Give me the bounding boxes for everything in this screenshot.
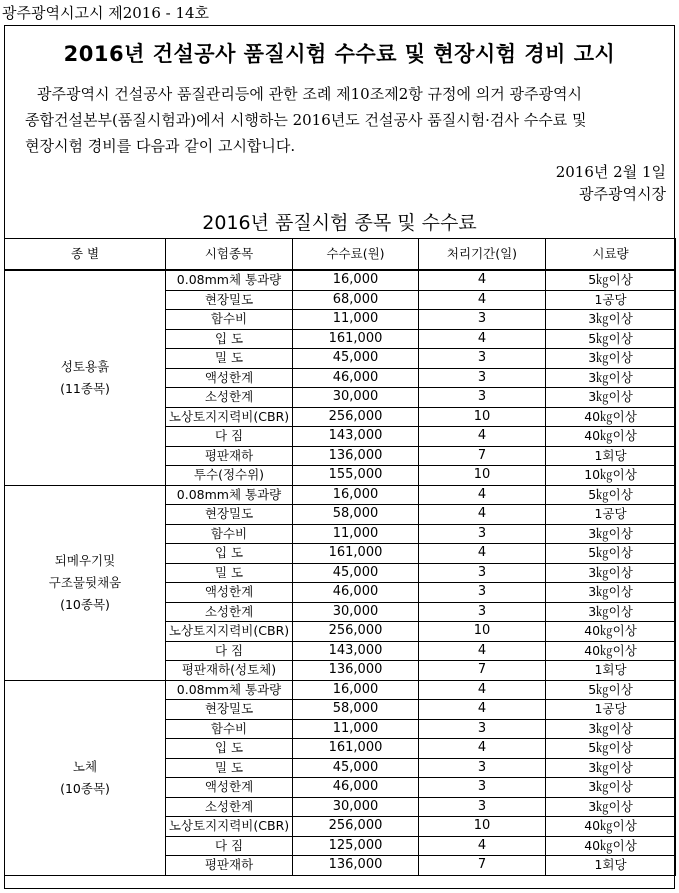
- category-cell: [5, 270, 166, 485]
- days-cell: 4: [419, 427, 546, 447]
- test-item-cell: 다 짐: [166, 641, 293, 661]
- sample-cell: 3㎏이상: [546, 310, 676, 330]
- fee-cell: 136,000: [293, 446, 419, 466]
- category-name-line: (10종목): [60, 780, 110, 796]
- notice-date: 2016년 2월 1일: [555, 163, 666, 181]
- category-name-line: (11종목): [60, 380, 110, 396]
- sample-cell: 5㎏이상: [546, 329, 676, 349]
- fee-table: [4, 238, 676, 876]
- days-cell: 3: [419, 368, 546, 388]
- test-item-cell: 입 도: [166, 329, 293, 349]
- sample-cell: 3㎏이상: [546, 719, 676, 739]
- test-item-cell: 0.08mm체 통과량: [166, 680, 293, 700]
- test-item-cell: 평판재하: [166, 446, 293, 466]
- days-cell: 10: [419, 817, 546, 837]
- test-item-cell: 액성한계: [166, 368, 293, 388]
- notice-body: [25, 81, 654, 159]
- table-row: [5, 485, 676, 505]
- fee-cell: 136,000: [293, 856, 419, 876]
- sample-cell: 1공당: [546, 505, 676, 525]
- test-item-cell: 밀 도: [166, 758, 293, 778]
- table-header-row: [5, 239, 676, 271]
- fee-cell: 45,000: [293, 758, 419, 778]
- fee-cell: 143,000: [293, 641, 419, 661]
- category-name-line: 구조물뒷채움: [48, 574, 122, 590]
- table-body: [5, 270, 676, 875]
- test-item-cell: 현장밀도: [166, 700, 293, 720]
- days-cell: 7: [419, 856, 546, 876]
- category-cell: [5, 680, 166, 875]
- sample-cell: 3㎏이상: [546, 349, 676, 369]
- days-cell: 3: [419, 797, 546, 817]
- test-item-cell: 다 짐: [166, 836, 293, 856]
- days-cell: 10: [419, 407, 546, 427]
- fee-cell: 45,000: [293, 563, 419, 583]
- days-cell: 3: [419, 758, 546, 778]
- fee-cell: 11,000: [293, 310, 419, 330]
- days-cell: 3: [419, 310, 546, 330]
- days-cell: 4: [419, 290, 546, 310]
- fee-cell: 161,000: [293, 544, 419, 564]
- days-cell: 3: [419, 388, 546, 408]
- sample-cell: 1공당: [546, 290, 676, 310]
- fee-cell: 256,000: [293, 407, 419, 427]
- category-name-line: 노체: [72, 758, 98, 774]
- days-cell: 3: [419, 524, 546, 544]
- notice-box: [4, 25, 675, 889]
- test-item-cell: 0.08mm체 통과량: [166, 485, 293, 505]
- days-cell: 4: [419, 485, 546, 505]
- sample-cell: 3㎏이상: [546, 758, 676, 778]
- test-item-cell: 액성한계: [166, 778, 293, 798]
- sample-cell: 40㎏이상: [546, 407, 676, 427]
- sample-cell: 1공당: [546, 700, 676, 720]
- sample-cell: 5㎏이상: [546, 739, 676, 759]
- test-item-cell: 입 도: [166, 544, 293, 564]
- header-test-item: 시험종목: [166, 239, 293, 271]
- days-cell: 3: [419, 583, 546, 603]
- sample-cell: 3㎏이상: [546, 368, 676, 388]
- sample-cell: 5㎏이상: [546, 544, 676, 564]
- test-item-cell: 소성한계: [166, 602, 293, 622]
- days-cell: 3: [419, 778, 546, 798]
- fee-cell: 136,000: [293, 661, 419, 681]
- fee-cell: 58,000: [293, 700, 419, 720]
- days-cell: 10: [419, 466, 546, 486]
- days-cell: 4: [419, 680, 546, 700]
- sample-cell: 40㎏이상: [546, 641, 676, 661]
- days-cell: 3: [419, 349, 546, 369]
- fee-cell: 16,000: [293, 270, 419, 290]
- test-item-cell: 함수비: [166, 719, 293, 739]
- test-item-cell: 노상토지지력비(CBR): [166, 407, 293, 427]
- test-item-cell: 함수비: [166, 310, 293, 330]
- sample-cell: 5㎏이상: [546, 485, 676, 505]
- test-item-cell: 평판재하: [166, 856, 293, 876]
- body-line-2: 종합건설본부(품질시험과)에서 시행하는 2016년도 건설공사 품질시험·검사 수수료 및: [25, 111, 587, 129]
- test-item-cell: 액성한계: [166, 583, 293, 603]
- days-cell: 4: [419, 739, 546, 759]
- category-name-line: (10종목): [60, 596, 110, 612]
- fee-cell: 143,000: [293, 427, 419, 447]
- days-cell: 4: [419, 544, 546, 564]
- test-item-cell: 투수(정수위): [166, 466, 293, 486]
- sample-cell: 3㎏이상: [546, 602, 676, 622]
- sample-cell: 40㎏이상: [546, 622, 676, 642]
- fee-cell: 58,000: [293, 505, 419, 525]
- test-item-cell: 함수비: [166, 524, 293, 544]
- table-row: [5, 680, 676, 700]
- days-cell: 4: [419, 641, 546, 661]
- sample-cell: 3㎏이상: [546, 524, 676, 544]
- fee-cell: 11,000: [293, 719, 419, 739]
- category-cell: [5, 485, 166, 680]
- days-cell: 3: [419, 602, 546, 622]
- fee-cell: 46,000: [293, 368, 419, 388]
- sample-cell: 3㎏이상: [546, 778, 676, 798]
- test-item-cell: 노상토지지력비(CBR): [166, 622, 293, 642]
- sample-cell: 1회당: [546, 856, 676, 876]
- fee-cell: 30,000: [293, 602, 419, 622]
- category-name-line: 되메우기및: [54, 552, 116, 568]
- sample-cell: 3㎏이상: [546, 583, 676, 603]
- test-item-cell: 다 짐: [166, 427, 293, 447]
- test-item-cell: 현장밀도: [166, 290, 293, 310]
- table-row: [5, 270, 676, 290]
- fee-cell: 45,000: [293, 349, 419, 369]
- test-item-cell: 밀 도: [166, 349, 293, 369]
- fee-cell: 256,000: [293, 817, 419, 837]
- test-item-cell: 평판재하(성토체): [166, 661, 293, 681]
- sample-cell: 5㎏이상: [546, 270, 676, 290]
- header-sample-amount: 시료량: [546, 239, 676, 271]
- days-cell: 4: [419, 836, 546, 856]
- sample-cell: 3㎏이상: [546, 388, 676, 408]
- fee-cell: 155,000: [293, 466, 419, 486]
- test-item-cell: 노상토지지력비(CBR): [166, 817, 293, 837]
- days-cell: 7: [419, 446, 546, 466]
- test-item-cell: 0.08mm체 통과량: [166, 270, 293, 290]
- notice-number: 광주광역시고시 제2016 - 14호: [2, 4, 210, 22]
- days-cell: 10: [419, 622, 546, 642]
- test-item-cell: 소성한계: [166, 797, 293, 817]
- header-category: 종 별: [5, 239, 166, 271]
- page-title: 2016년 건설공사 품질시험 수수료 및 현장시험 경비 고시: [63, 42, 616, 66]
- sample-cell: 40㎏이상: [546, 817, 676, 837]
- fee-cell: 11,000: [293, 524, 419, 544]
- sample-cell: 10㎏이상: [546, 466, 676, 486]
- sample-cell: 5㎏이상: [546, 680, 676, 700]
- test-item-cell: 현장밀도: [166, 505, 293, 525]
- days-cell: 3: [419, 563, 546, 583]
- sample-cell: 3㎏이상: [546, 797, 676, 817]
- days-cell: 4: [419, 270, 546, 290]
- fee-cell: 125,000: [293, 836, 419, 856]
- fee-cell: 68,000: [293, 290, 419, 310]
- test-item-cell: 입 도: [166, 739, 293, 759]
- fee-cell: 30,000: [293, 797, 419, 817]
- days-cell: 7: [419, 661, 546, 681]
- issuer: 광주광역시장: [579, 185, 666, 203]
- header-processing-days: 처리기간(일): [419, 239, 546, 271]
- sample-cell: 40㎏이상: [546, 836, 676, 856]
- body-line-3: 현장시험 경비를 다음과 같이 고시합니다.: [25, 137, 296, 155]
- test-item-cell: 소성한계: [166, 388, 293, 408]
- days-cell: 4: [419, 505, 546, 525]
- fee-cell: 161,000: [293, 329, 419, 349]
- table-title: 2016년 품질시험 종목 및 수수료: [202, 212, 477, 234]
- fee-cell: 46,000: [293, 778, 419, 798]
- sample-cell: 40㎏이상: [546, 427, 676, 447]
- sample-cell: 3㎏이상: [546, 563, 676, 583]
- fee-cell: 16,000: [293, 680, 419, 700]
- sample-cell: 1회당: [546, 446, 676, 466]
- category-name-line: 성토용흙: [60, 358, 110, 374]
- fee-cell: 256,000: [293, 622, 419, 642]
- fee-cell: 161,000: [293, 739, 419, 759]
- fee-cell: 46,000: [293, 583, 419, 603]
- test-item-cell: 밀 도: [166, 563, 293, 583]
- sample-cell: 1회당: [546, 661, 676, 681]
- body-line-1: 광주광역시 건설공사 품질관리등에 관한 조례 제10조제2항 규정에 의거 광주광역시: [37, 85, 582, 103]
- fee-cell: 30,000: [293, 388, 419, 408]
- days-cell: 3: [419, 719, 546, 739]
- days-cell: 4: [419, 700, 546, 720]
- header-fee: 수수료(원): [293, 239, 419, 271]
- fee-cell: 16,000: [293, 485, 419, 505]
- days-cell: 4: [419, 329, 546, 349]
